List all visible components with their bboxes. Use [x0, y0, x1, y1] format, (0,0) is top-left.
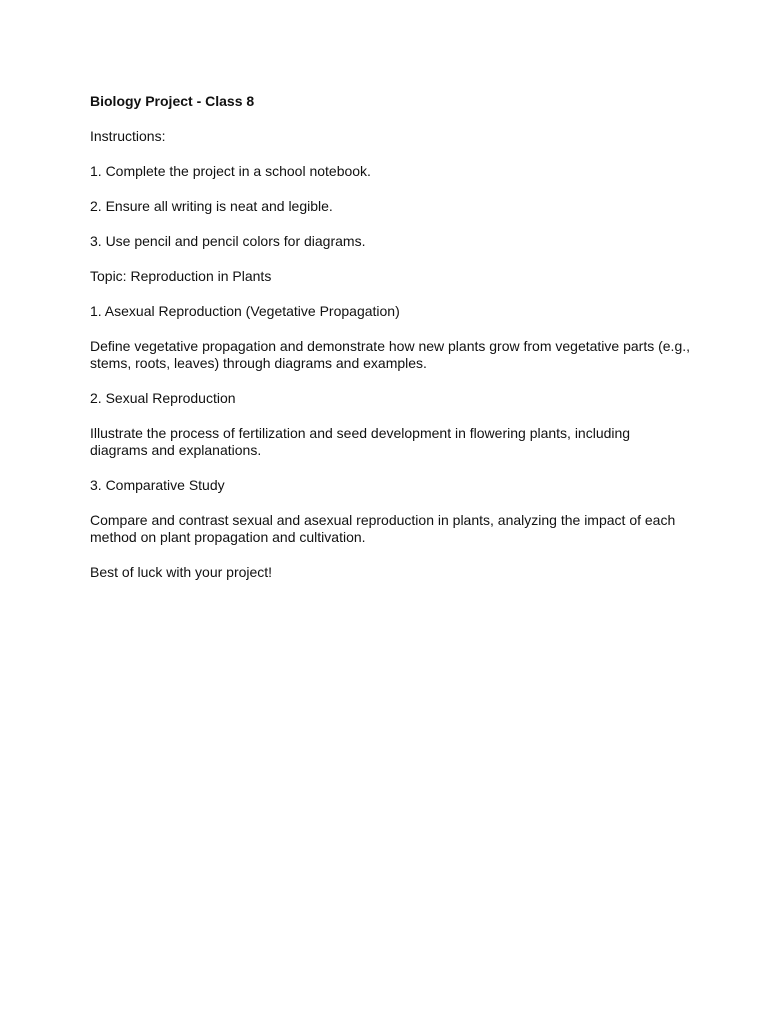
- section-body-asexual: Define vegetative propagation and demonstrate how new plants grow from vegetative parts (e.g., stems, roots, leaves) through diagrams and examples.: [90, 338, 691, 371]
- section-heading-sexual: 2. Sexual Reproduction: [90, 390, 236, 406]
- instructions-heading: Instructions:: [90, 128, 166, 144]
- instruction-item-2: 2. Ensure all writing is neat and legible.: [90, 198, 333, 214]
- topic-line: Topic: Reproduction in Plants: [90, 268, 272, 284]
- section-body-sexual: Illustrate the process of fertilization and seed development in flowering plants, including diagrams and explanations.: [90, 425, 631, 458]
- section-body-comparative: Compare and contrast sexual and asexual reproduction in plants, analyzing the impact of each method on plant propagation and cultivation.: [90, 512, 676, 545]
- document-content: [90, 93, 690, 599]
- document-title: Biology Project - Class 8: [90, 93, 255, 109]
- instruction-item-3: 3. Use pencil and pencil colors for diagrams.: [90, 233, 366, 249]
- instruction-item-1: 1. Complete the project in a school notebook.: [90, 163, 371, 179]
- section-heading-asexual: 1. Asexual Reproduction (Vegetative Propagation): [90, 303, 400, 319]
- closing-line: Best of luck with your project!: [90, 564, 273, 580]
- section-heading-comparative: 3. Comparative Study: [90, 477, 225, 493]
